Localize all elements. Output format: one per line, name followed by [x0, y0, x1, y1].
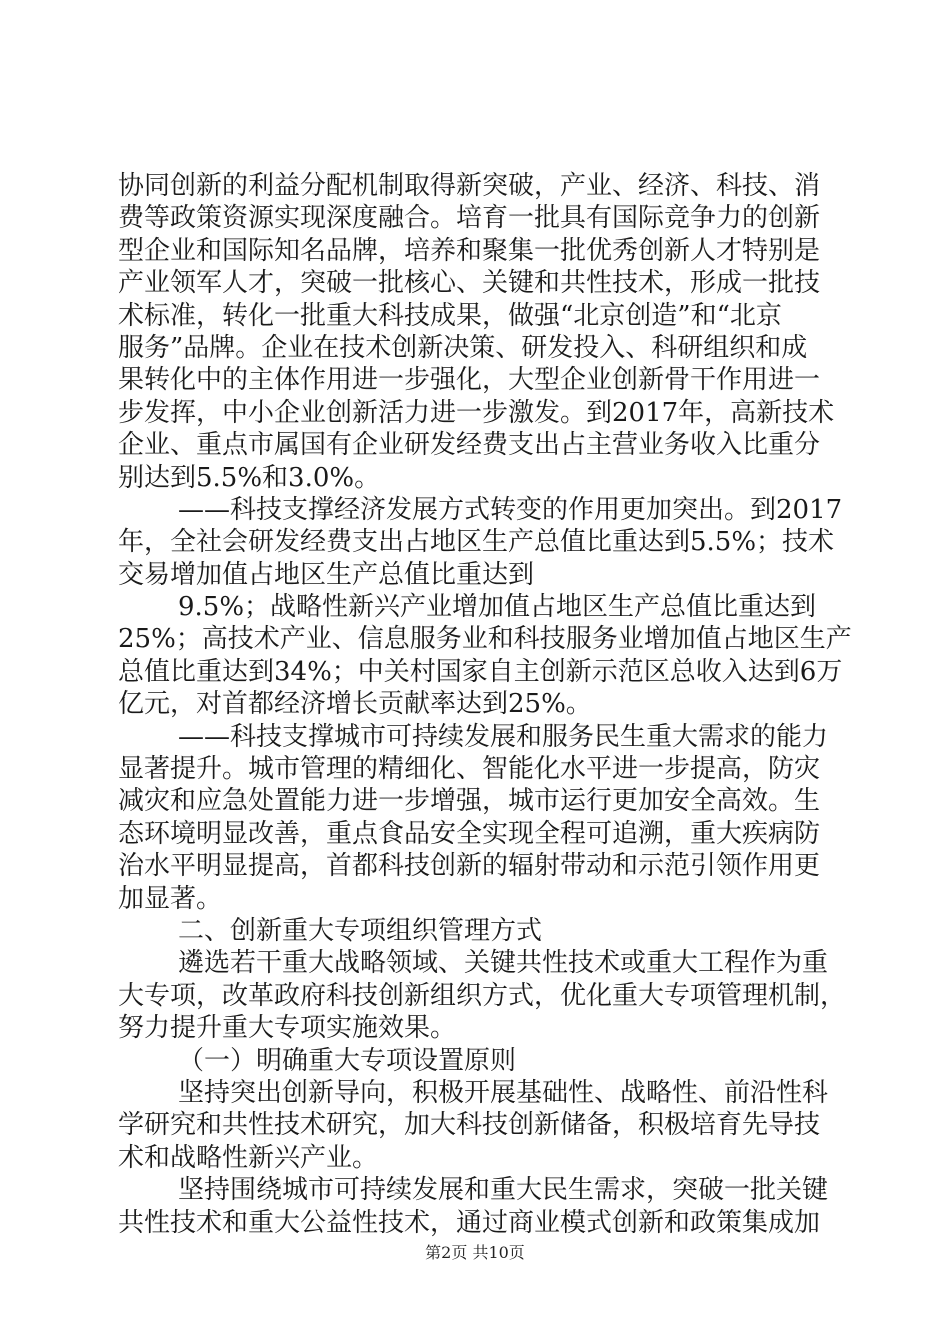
page-footer: 第2页 共10页	[425, 1243, 525, 1262]
text-line: 产业领军人才，突破一批核心、关键和共性技术，形成一批技	[118, 268, 821, 299]
text-line: 型企业和国际知名品牌，培养和聚集一批优秀创新人才特别是	[118, 235, 821, 266]
text-line: 共性技术和重大公益性技术，通过商业模式创新和政策集成加	[118, 1207, 821, 1238]
text-line: 果转化中的主体作用进一步强化，大型企业创新骨干作用进一	[118, 365, 821, 396]
text-line: （一）明确重大专项设置原则	[178, 1045, 517, 1076]
text-line: ——科技支撑经济发展方式转变的作用更加突出。到2017	[178, 494, 843, 525]
text-line: 协同创新的利益分配机制取得新突破，产业、经济、科技、消	[118, 171, 821, 201]
text-line: 加显著。	[118, 883, 223, 914]
text-line: 费等政策资源实现深度融合。培育一批具有国际竞争力的创新	[118, 203, 821, 234]
text-line: 别达到5.5%和3.0%。	[118, 462, 381, 493]
text-line: 年，全社会研发经费支出占地区生产总值比重达到5.5%；技术	[118, 527, 835, 558]
text-line: 大专项，改革政府科技创新组织方式，优化重大专项管理机制，	[118, 980, 847, 1011]
text-line: 减灾和应急处置能力进一步增强，城市运行更加安全高效。生	[118, 786, 821, 817]
text-line: 总值比重达到34%；中关村国家自主创新示范区总收入达到6万	[118, 656, 843, 687]
text-line: 显著提升。城市管理的精细化、智能化水平进一步提高，防灾	[118, 754, 821, 785]
text-line: ——科技支撑城市可持续发展和服务民生重大需求的能力	[178, 721, 829, 752]
text-line: 态环境明显改善，重点食品安全实现全程可追溯，重大疾病防	[118, 818, 821, 849]
text-line: 9.5%；战略性新兴产业增加值占地区生产总值比重达到	[178, 592, 817, 623]
text-line: 努力提升重大专项实施效果。	[118, 1013, 457, 1044]
text-line: 亿元，对首都经济增长贡献率达到25%。	[118, 689, 592, 720]
document-body	[118, 170, 852, 1239]
text-line: 遴选若干重大战略领域、关键共性技术或重大工程作为重	[178, 948, 829, 979]
text-line: 坚持突出创新导向，积极开展基础性、战略性、前沿性科	[178, 1077, 829, 1108]
text-line: 治水平明显提高，首都科技创新的辐射带动和示范引领作用更	[118, 851, 821, 882]
text-line: 步发挥，中小企业创新活力进一步激发。到2017年，高新技术	[118, 397, 835, 428]
text-line: 交易增加值占地区生产总值比重达到	[118, 559, 535, 590]
text-line: 坚持围绕城市可持续发展和重大民生需求，突破一批关键	[178, 1175, 829, 1206]
text-line: 术标准，转化一批重大科技成果，做强“北京创造”和“北京	[118, 300, 782, 331]
text-line: 25%；高技术产业、信息服务业和科技服务业增加值占地区生产	[118, 624, 852, 655]
text-line: 学研究和共性技术研究，加大科技创新储备，积极培育先导技	[118, 1110, 821, 1141]
text-line: 服务”品牌。企业在技术创新决策、研发投入、科研组织和成	[118, 332, 808, 363]
text-line: 二、创新重大专项组织管理方式	[178, 915, 543, 946]
text-line: 企业、重点市属国有企业研发经费支出占主营业务收入比重分	[118, 430, 821, 461]
text-line: 术和战略性新兴产业。	[118, 1142, 379, 1173]
